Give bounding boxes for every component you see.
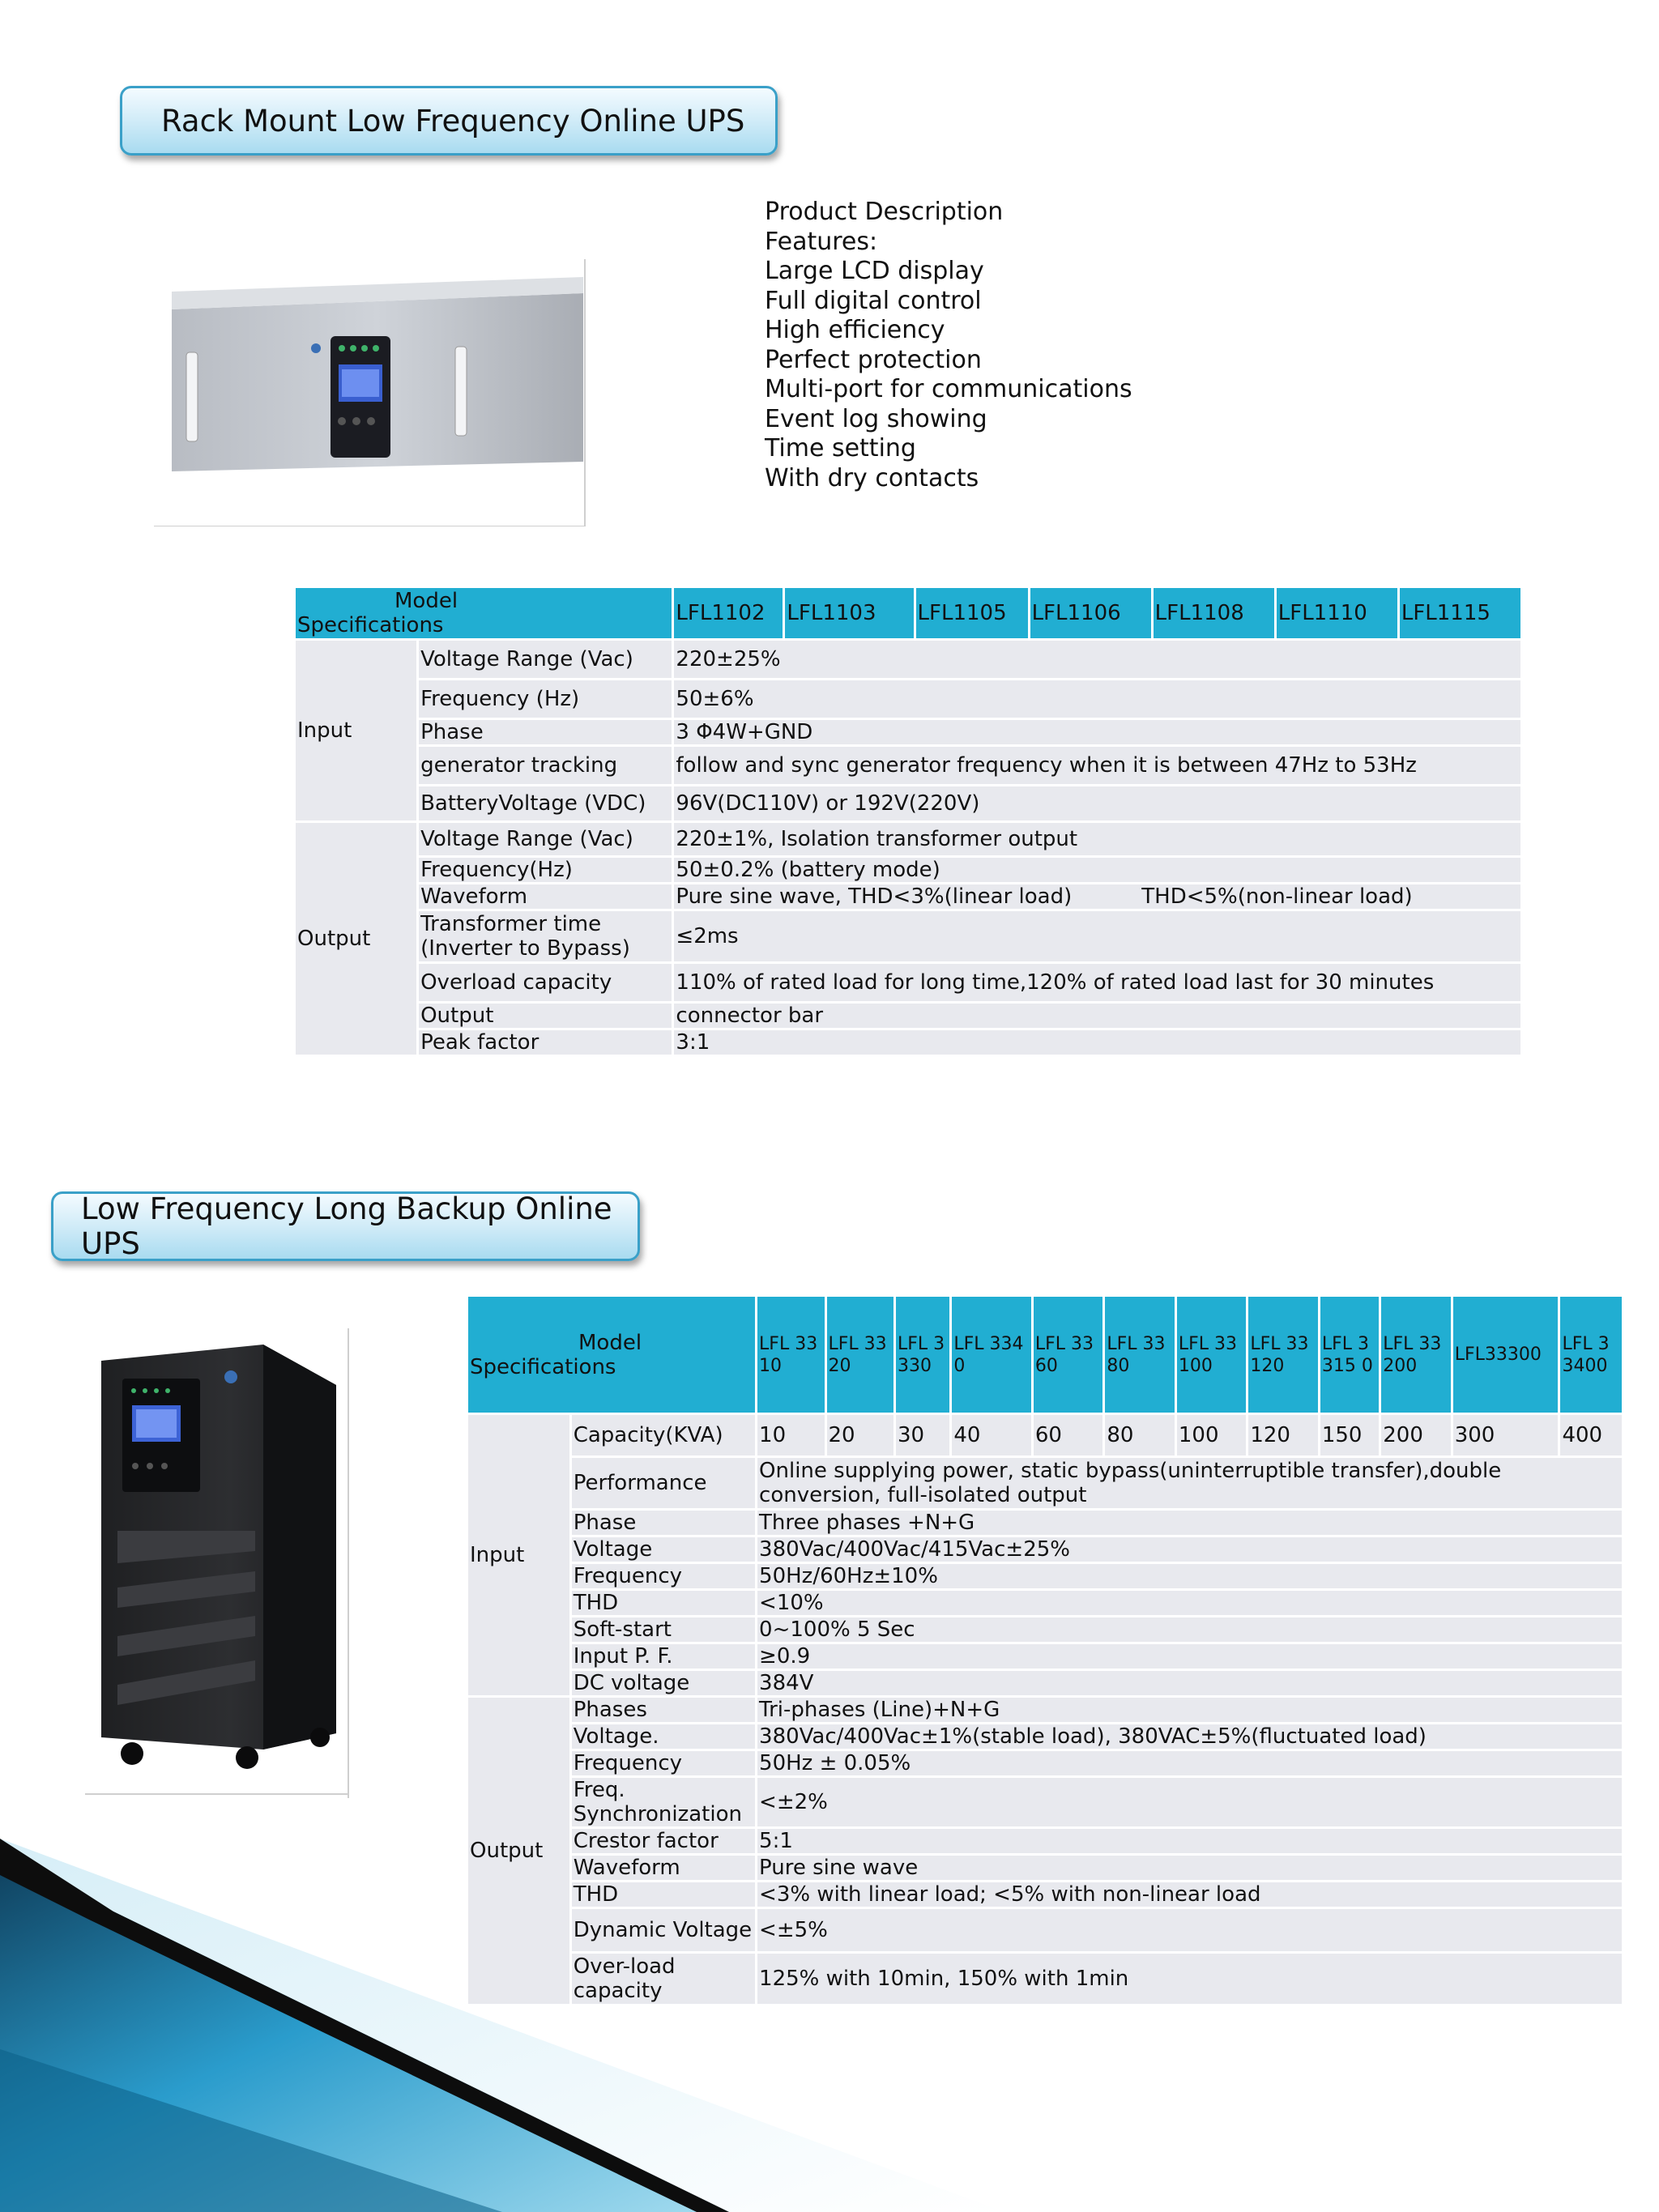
spec-value: 50Hz/60Hz±10% [757,1564,1622,1588]
spec-label: Frequency [572,1564,755,1588]
spec-label: Voltage Range (Vac) [419,823,672,855]
feature-item: Multi-port for communications [765,375,1132,403]
spec-value: 220±1%, Isolation transformer output [674,823,1520,855]
feature-item: Time setting [765,434,916,462]
spec-label: DC voltage [572,1671,755,1695]
specifications-header-label: Specifications [297,613,444,637]
spec-label: Overload capacity [419,964,672,1001]
spec-value: ≤2ms [674,911,1520,961]
spec-label: Waveform [572,1856,755,1880]
model-header-cell: LFL 3360 [1034,1297,1102,1413]
spec-value: 220±25% [674,641,1520,678]
spec-value-waveform [674,884,1520,909]
spec-label: Voltage. [572,1724,755,1749]
rack-ups-image [154,259,591,526]
output-group-label: Output [296,823,416,1055]
spec-value: 50±0.2% (battery mode) [674,858,1520,882]
spec-label: Transformer time (Inverter to Bypass) [419,911,672,961]
capacity-cell: 200 [1381,1415,1450,1455]
model-header-label: Model [394,589,458,613]
spec-value: <±5% [757,1909,1622,1951]
section-title-rack-mount [120,86,778,156]
rack-ups-spec-table [293,586,1523,1057]
spec-label: THD [572,1591,755,1615]
output-group-label: Output [468,1698,569,2004]
spec-label: Input P. F. [572,1644,755,1669]
feature-item: With dry contacts [765,463,979,492]
spec-label: Over-load capacity [572,1954,755,2004]
model-header-cell: LFL 3310 [757,1297,824,1413]
spec-value: 384V [757,1671,1622,1695]
capacity-cell: 40 [952,1415,1031,1455]
spec-label: Dynamic Voltage [572,1909,755,1951]
spec-value: 3 Φ4W+GND [674,720,1520,744]
spec-value: 96V(DC110V) or 192V(220V) [674,786,1520,820]
capacity-cell: 20 [827,1415,893,1455]
model-header-cell: LFL 3320 [827,1297,893,1413]
capacity-cell: 60 [1034,1415,1102,1455]
spec-label: Capacity(KVA) [572,1415,755,1455]
spec-label: Phase [572,1511,755,1535]
tower-ups-image [85,1328,352,1798]
spec-value: ≥0.9 [757,1644,1622,1669]
model-spec-header [468,1297,755,1413]
feature-item: Perfect protection [765,345,982,374]
specifications-header-label: Specifications [470,1354,616,1379]
feature-item: High efficiency [765,316,945,344]
waveform-nonlinear: THD<5%(non-linear load) [1141,884,1413,909]
model-header-cell: LFL1102 [674,588,783,638]
model-header-cell: LFL1103 [785,588,913,638]
model-header-cell: LFL 33100 [1177,1297,1246,1413]
spec-label: Output [419,1004,672,1028]
model-header-cell: LFL1105 [916,588,1028,638]
spec-value: Three phases +N+G [757,1511,1622,1535]
spec-value: 110% of rated load for long time,120% of rated load last for 30 minutes [674,964,1520,1001]
model-header-cell: LFL 33400 [1560,1297,1622,1413]
capacity-cell: 300 [1453,1415,1559,1455]
spec-label: Freq. Synchronization [572,1778,755,1826]
capacity-cell: 30 [896,1415,949,1455]
spec-value: <±2% [757,1778,1622,1826]
model-header-cell: LFL 33120 [1248,1297,1317,1413]
spec-label: Waveform [419,884,672,909]
spec-label: Phases [572,1698,755,1722]
spec-value: 0~100% 5 Sec [757,1617,1622,1642]
capacity-cell: 10 [757,1415,824,1455]
waveform-linear: Pure sine wave, THD<3%(linear load) [676,884,1073,909]
spec-value: 50Hz ± 0.05% [757,1751,1622,1775]
section-title-long-backup [51,1191,640,1261]
spec-label: generator tracking [419,747,672,784]
section-title-text: Rack Mount Low Frequency Online UPS [161,103,745,139]
spec-value: Pure sine wave [757,1856,1622,1880]
features-list [765,198,1132,493]
model-header-cell: LFL1106 [1030,588,1151,638]
spec-label: Crestor factor [572,1829,755,1853]
model-spec-header [296,588,672,638]
spec-value: <10% [757,1591,1622,1615]
input-group-label: Input [468,1415,569,1695]
feature-item: Event log showing [765,404,987,433]
spec-value: 380Vac/400Vac±1%(stable load), 380VAC±5%(fluctuated load) [757,1724,1622,1749]
spec-value: 125% with 10min, 150% with 1min [757,1954,1622,2004]
feature-item: Large LCD display [765,257,984,285]
spec-label: Performance [572,1458,755,1508]
features-subheading: Features: [765,227,878,256]
feature-item: Full digital control [765,286,982,315]
capacity-cell: 150 [1320,1415,1379,1455]
spec-value: 380Vac/400Vac/415Vac±25% [757,1537,1622,1562]
spec-label: Frequency (Hz) [419,680,672,718]
spec-label: Voltage Range (Vac) [419,641,672,678]
spec-value: Tri-phases (Line)+N+G [757,1698,1622,1722]
model-header-cell: LFL33300 [1453,1297,1559,1413]
spec-value: 50±6% [674,680,1520,718]
spec-value: connector bar [674,1004,1520,1028]
spec-value: Online supplying power, static bypass(uninterruptible transfer),double conversion, full-isolated output [757,1458,1622,1508]
spec-label: Soft-start [572,1617,755,1642]
spec-label: Frequency [572,1751,755,1775]
capacity-cell: 400 [1560,1415,1622,1455]
spec-label: Peak factor [419,1030,672,1055]
input-group-label: Input [296,641,416,820]
model-header-cell: LFL 3340 [952,1297,1031,1413]
model-header-cell: LFL 3315 0 [1320,1297,1379,1413]
capacity-cell: 120 [1248,1415,1317,1455]
capacity-cell: 100 [1177,1415,1246,1455]
spec-value: follow and sync generator frequency when it is between 47Hz to 53Hz [674,747,1520,784]
features-heading: Product Description [765,198,1004,226]
model-header-label: Model [578,1330,642,1355]
model-header-cell: LFL1108 [1154,588,1274,638]
section-title-text: Low Frequency Long Backup Online UPS [81,1191,612,1261]
decorative-corner-swoosh [0,1839,1004,2212]
model-header-cell: LFL 3330 [896,1297,949,1413]
spec-label: BatteryVoltage (VDC) [419,786,672,820]
model-header-cell: LFL 3380 [1105,1297,1174,1413]
spec-label: Voltage [572,1537,755,1562]
spec-value: 3:1 [674,1030,1520,1055]
spec-label: Phase [419,720,672,744]
model-header-cell: LFL 33200 [1381,1297,1450,1413]
capacity-cell: 80 [1105,1415,1174,1455]
spec-value: 5:1 [757,1829,1622,1853]
spec-label: THD [572,1882,755,1907]
model-header-cell: LFL1110 [1277,588,1397,638]
spec-value: <3% with linear load; <5% with non-linear load [757,1882,1622,1907]
spec-label: Frequency(Hz) [419,858,672,882]
model-header-cell: LFL1115 [1400,588,1520,638]
